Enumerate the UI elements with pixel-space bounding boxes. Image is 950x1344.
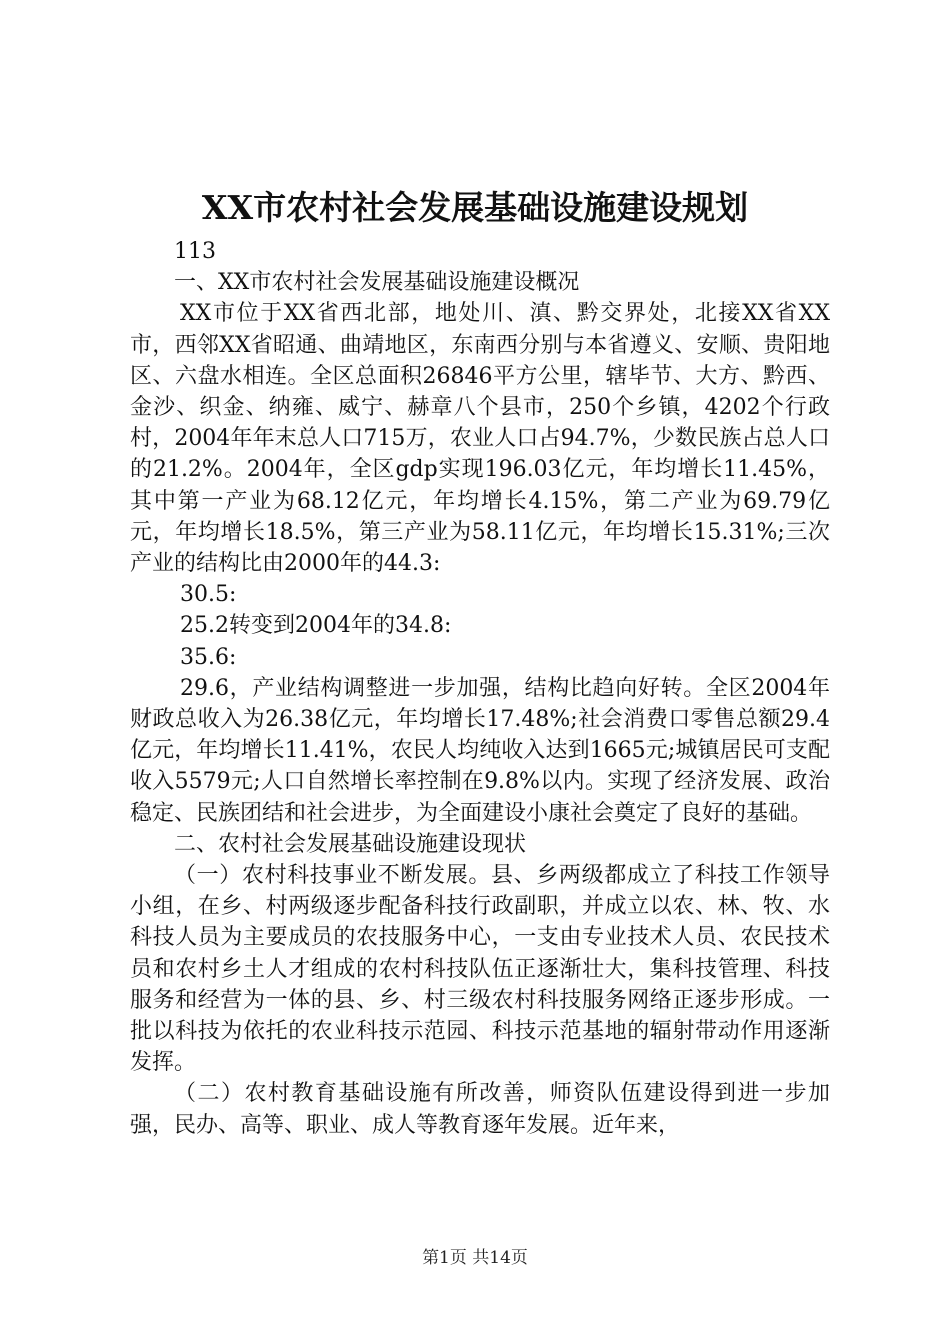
- document-body: [130, 236, 830, 1141]
- section-heading: 一、XX市农村社会发展基础设施建设概况: [174, 270, 580, 296]
- paragraph: 30.5:: [180, 582, 237, 608]
- paragraph: 29.6，产业结构调整进一步加强，结构比趋向好转。全区2004年财政总收入为26.38亿元，年均增长17.48%;社会消费口零售总额29.4亿元，年均增长11.41%，农民人均纯收入达到1665元;城镇居民可支配收入5579元;人口自然增长率控制在9.8%以内。实现了经济发展、政治稳定、民族团结和社会进步，为全面建设小康社会奠定了良好的基础。: [130, 675, 830, 826]
- paragraph: 25.2转变到2004年的34.8:: [180, 613, 452, 639]
- section-heading: 二、农村社会发展基础设施建设现状: [174, 831, 527, 857]
- paragraph: XX市位于XX省西北部，地处川、滇、黔交界处，北接XX省XX市，西邻XX省昭通、曲靖地区，东南西分别与本省遵义、安顺、贵阳地区、六盘水相连。全区总面积26846平方公里，辖毕节、大方、黔西、金沙、织金、纳雍、威宁、赫章八个县市，250个乡镇，4202个行政村，2004年年末总人口715万，农业人口占94.7%，少数民族占总人口的21.2%。2004年，全区gdp实现196.03亿元，年均增长11.45%，其中第一产业为68.12亿元，年均增长4.15%，第二产业为69.79亿元，年均增长18.5%，第三产业为58.11亿元，年均增长15.31%;三次产业的结构比由2000年的44.3:: [130, 301, 830, 577]
- document-title: XX市农村社会发展基础设施建设规划: [201, 188, 749, 227]
- page-footer: 第1页 共14页: [422, 1248, 528, 1268]
- paragraph: （二）农村教育基础设施有所改善，师资队伍建设得到进一步加强，民办、高等、职业、成人等教育逐年发展。近年来，: [130, 1081, 830, 1138]
- paragraph: 35.6:: [180, 644, 237, 670]
- paragraph: 113: [174, 239, 216, 264]
- paragraph: （一）农村科技事业不断发展。县、乡两级都成立了科技工作领导小组，在乡、村两级逐步配备科技行政副职，并成立以农、林、牧、水科技人员为主要成员的农技服务中心，一支由专业技术人员、农民技术员和农村乡土人才组成的农村科技队伍正逐渐壮大，集科技管理、科技服务和经营为一体的县、乡、村三级农村科技服务网络正逐步形成。一批以科技为依托的农业科技示范园、科技示范基地的辐射带动作用逐渐发挥。: [130, 863, 830, 1076]
